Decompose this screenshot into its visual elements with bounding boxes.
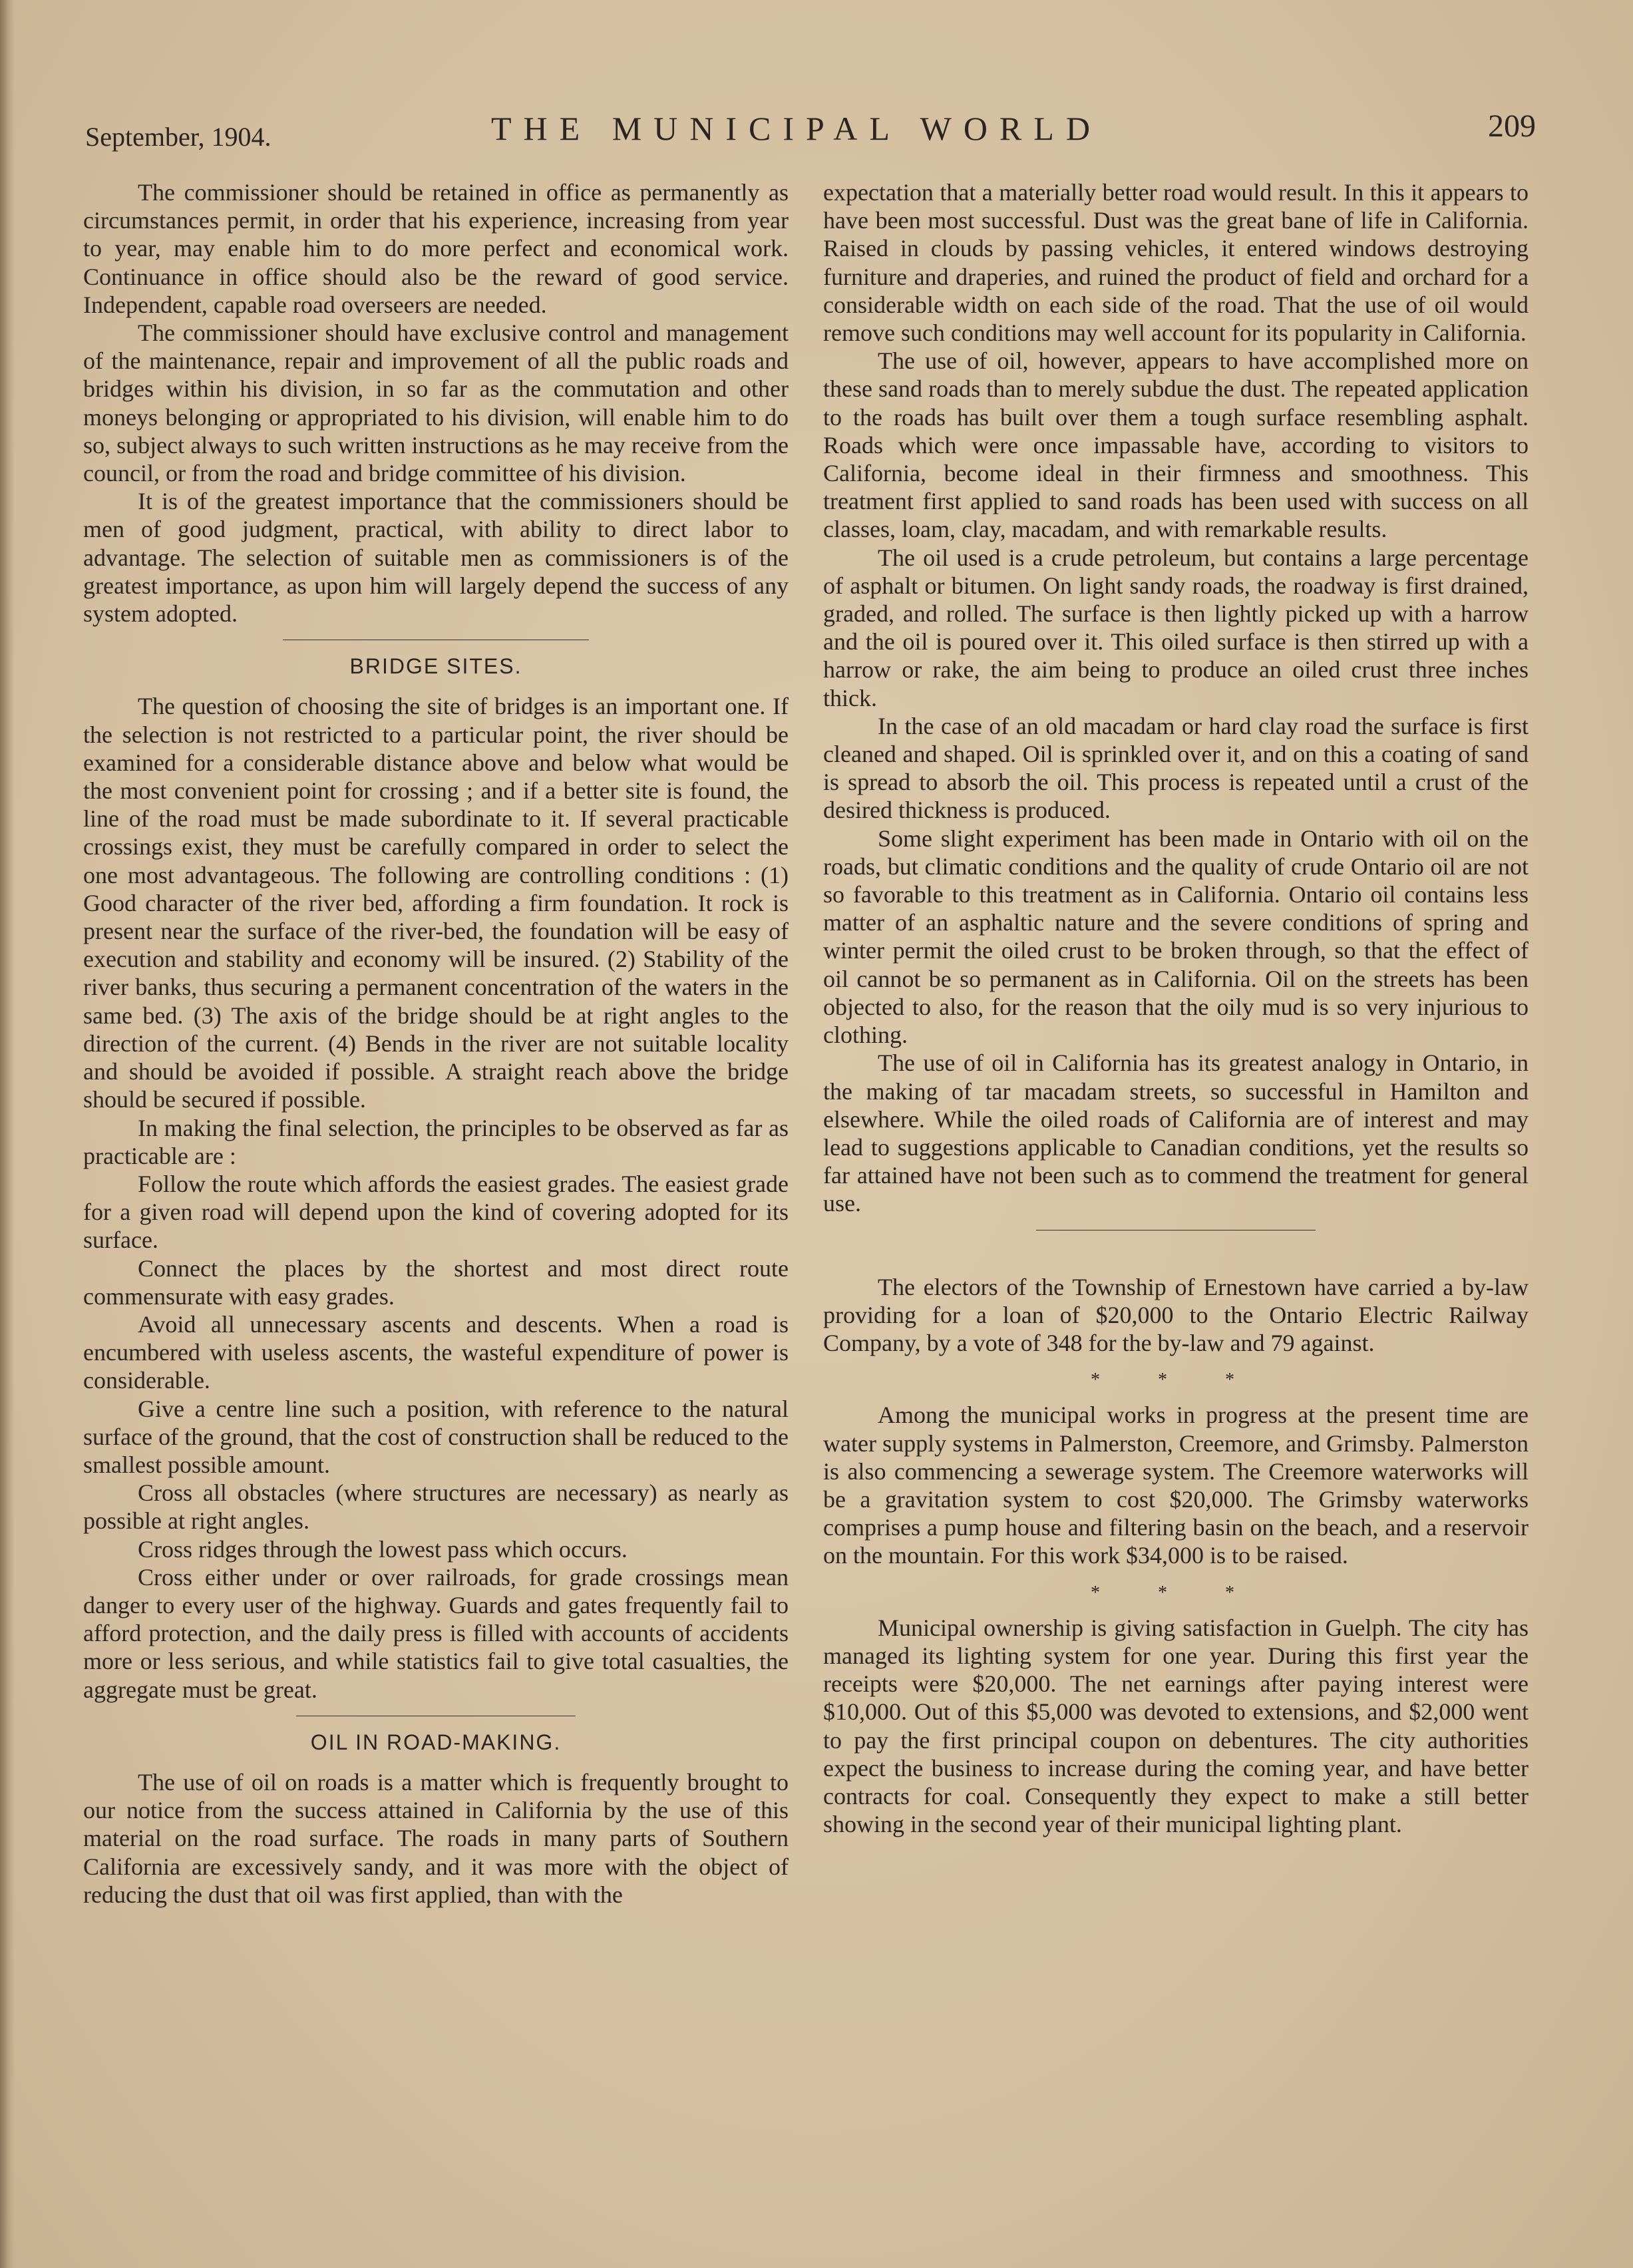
paragraph: The use of oil, however, appears to have accomplished more on these sand roads than to merely subdue the dust. The repeated application to the roads has built over them a tough surface resembling asphalt. Roads which were once impassable have, according to visitors to California, become ideal in their firmness and smoothness. This treatment first applied to sand roads has been used with success on all classes, loam, clay, macadam, and with remarkable results.	[823, 347, 1529, 543]
page-number: 209	[1488, 108, 1536, 144]
paragraph: In the case of an old macadam or hard clay road the surface is first cleaned and shaped. Oil is sprinkled over it, and on this a coating of sand is spread to absorb the oil. This process is repeated until a crust of the desired thickness is produced.	[823, 712, 1529, 824]
paragraph: Avoid all unnecessary ascents and descents. When a road is encumbered with useless ascents, the wasteful expenditure of power is considerable.	[83, 1310, 789, 1394]
section-heading-bridge-sites: BRIDGE SITES.	[349, 654, 522, 679]
paragraph: Cross ridges through the lowest pass which occurs.	[138, 1535, 628, 1563]
paragraph: The commissioner should be retained in office as permanently as circumstances permit, in order that his experience, increasing from year to year, may enable him to do more perfect and economical work. Continuance in office should also be the reward of good service. Independent, capable road overseers are needed.	[83, 179, 789, 318]
page-header	[85, 106, 1536, 160]
paragraph: Cross either under or over railroads, for grade crossings mean danger to every user of the highway. Guards and gates frequently fail to afford protection, and the daily press is filled with accounts of accidents more or less serious, and while statistics fail to give total casualties, the aggregate must be great.	[83, 1563, 789, 1703]
paragraph: Some slight experiment has been made in Ontario with oil on the roads, but climatic conditions and the quality of crude Ontario oil are not so favorable to this treatment as in California. Ontario oil contains less matter of an asphaltic nature and the severe conditions of spring and winter permit the oiled crust to be broken through, so that the effect of oil cannot be so permanent as in California. Oil on the streets has been objected to also, for the reason that the oily mud is so very injurious to clothing.	[823, 825, 1529, 1049]
news-item: Among the municipal works in progress at the present time are water supply systems in Palmerston, Creemore, and Grimsby. Palmerston is also commencing a sewerage system. The Creemore waterworks will be a gravitation system to cost $20,000. The Grimsby waterworks comprises a pump house and filtering basin on the beach, and a reservoir on the mountain. For this work $34,000 is to be raised.	[823, 1402, 1529, 1569]
paragraph: Follow the route which affords the easiest grades. The easiest grade for a given road will depend upon the kind of covering adopted for its surface.	[83, 1170, 789, 1254]
right-column	[823, 178, 1529, 1838]
news-item: Municipal ownership is giving satisfaction in Guelph. The city has managed its lighting system for one year. During this first year the receipts were $20,000. The net earnings after paying interest were $10,000. Out of this $5,000 was devoted to extensions, and $2,000 went to pay the first principal coupon on debentures. The city authorities expect the business to increase during the coming year, and have better contracts for coal. Consequently they expect to make a still better showing in the second year of their municipal lighting plant.	[823, 1614, 1529, 1838]
paragraph: The commissioner should have exclusive control and management of the maintenance, repair and improvement of all the public roads and bridges within his division, in so far as the commutation and other moneys belonging or appropriated to his division, will enable him to do so, subject always to such written instructions as he may receive from the council, or from the road and bridge committee of his division.	[83, 319, 789, 487]
paragraph: Give a centre line such a position, with reference to the natural surface of the ground, that the cost of construction shall be reduced to the smallest possible amount.	[83, 1395, 789, 1478]
paragraph: The question of choosing the site of bridges is an important one. If the selection is not restricted to a particular point, the river should be examined for a considerable distance above and below what would be the most convenient point for crossing ; and if a better site is found, the line of the road must be made subordinate to it. If several practicable crossings exist, they must be carefully compared in order to select the one most advantageous. The following are controlling conditions : (1) Good character of the river bed, affording a firm foundation. It rock is present near the surface of the river-bed, the foundation will be easy of execution and stability and economy will be insured. (2) Stability of the river banks, thus securing a permanent concentration of the waters in the same bed. (3) The axis of the bridge should be at right angles to the direction of the current. (4) Bends in the river are not suitable locality and should be avoided if possible. A straight reach above the bridge should be secured if possible.	[83, 693, 789, 1113]
issue-date: September, 1904.	[85, 122, 272, 152]
paragraph: Cross all obstacles (where structures are necessary) as nearly as possible at right angles.	[83, 1479, 789, 1535]
asterism-separator: * * *	[1091, 1582, 1261, 1603]
paragraph: In making the final selection, the principles to be observed as far as practicable are :	[83, 1114, 789, 1169]
paragraph: expectation that a materially better road would result. In this it appears to have been most successful. Dust was the great bane of life in California. Raised in clouds by passing vehicles, it entered windows destroying furniture and draperies, and ruined the product of field and orchard for a considerable width on each side of the road. That the use of oil would remove such conditions may well account for its popularity in California.	[823, 179, 1529, 347]
paragraph: It is of the greatest importance that the commissioners should be men of good judgment, practical, with ability to direct labor to advantage. The selection of suitable men as commissioners is of the greatest importance, as upon him will largely depend the success of any system adopted.	[83, 488, 789, 628]
news-item: The electors of the Township of Ernestown have carried a by-law providing for a loan of $20,000 to the Ontario Electric Railway Company, by a vote of 348 for the by-law and 79 against.	[823, 1273, 1529, 1356]
section-heading-oil-in-road-making: OIL IN ROAD-MAKING.	[310, 1730, 562, 1754]
page-spine-shadow	[0, 0, 15, 2268]
paragraph: The use of oil in California has its greatest analogy in Ontario, in the making of tar macadam streets, so successful in Hamilton and elsewhere. While the oiled roads of California are of interest and may lead to suggestions applicable to Canadian conditions, yet the results so far attained have not been such as to commend the treatment for general use.	[823, 1049, 1529, 1217]
left-column	[83, 178, 789, 1909]
paragraph: The oil used is a crude petroleum, but contains a large percentage of asphalt or bitumen. On light sandy roads, the roadway is first drained, graded, and rolled. The surface is then lightly picked up with a harrow and the oil is poured over it. This oiled surface is then stirred up with a harrow or rake, the aim being to produce an oiled crust three inches thick.	[823, 544, 1529, 711]
spacer	[823, 1242, 1529, 1273]
paragraph: The use of oil on roads is a matter which is frequently brought to our notice from the success attained in California by the use of this material on the road surface. The roads in many parts of Southern California are excessively sandy, and it was more with the object of reducing the dust that oil was first applied, than with the	[83, 1768, 789, 1908]
publication-title: THE MUNICIPAL WORLD	[491, 110, 1102, 147]
paragraph: Connect the places by the shortest and most direct route commensurate with easy grades.	[83, 1254, 789, 1310]
asterism-separator: * * *	[1091, 1370, 1261, 1391]
